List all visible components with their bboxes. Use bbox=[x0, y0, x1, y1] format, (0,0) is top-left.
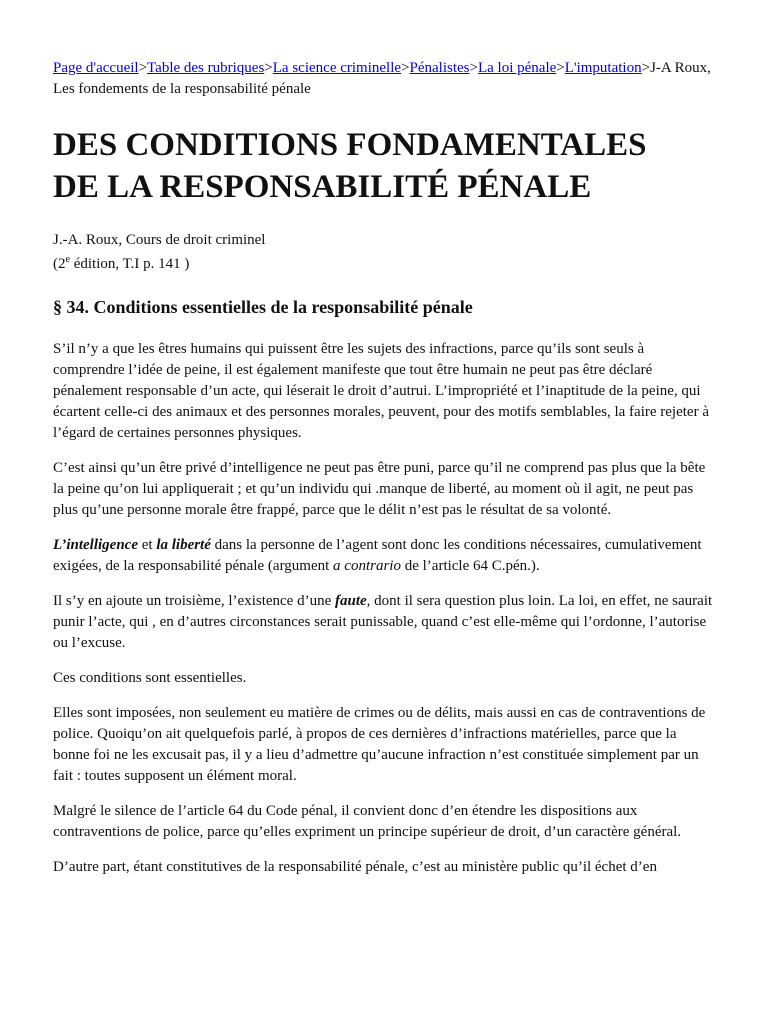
breadcrumb-link-loi-penale[interactable]: La loi pénale bbox=[477, 60, 557, 76]
breadcrumb-current: J-A Roux, Les fondements de la responsabilité pénale bbox=[53, 60, 711, 97]
breadcrumb-link-science-criminelle[interactable]: La science criminelle bbox=[272, 60, 402, 76]
paragraph-3-text-3: de l’article 64 C.pén.). bbox=[400, 558, 540, 574]
breadcrumb-separator: > bbox=[264, 60, 273, 76]
source-edition-open: (2 bbox=[53, 256, 66, 272]
paragraph-7: Malgré le silence de l’article 64 du Code pénal, il convient donc d’en étendre les dispositions aux contraventions de police, parce qu’elles expriment un principe supérieur de droit, d’un caractère général. bbox=[53, 803, 682, 840]
paragraph-6: Elles sont imposées, non seulement eu matière de crimes ou de délits, mais aussi en cas de contraventions de police. Quoiqu’on ait quelquefois parlé, à propos de ces dernières d’infractions matérielles, parce que la bonne foi ne les excusait pas, il y a lieu d’admettre qu’aucune infraction n’est constituée simplement par un fait : toutes supposent un élément moral. bbox=[53, 705, 706, 784]
paragraph-3-text-2: dans la personne de l’agent sont donc les conditions nécessaires, cumulativement exigées, de la responsabilité pénale (argument bbox=[53, 537, 702, 574]
source-author-work: J.-A. Roux, Cours de droit criminel bbox=[53, 232, 266, 248]
breadcrumb-link-imputation[interactable]: L'imputation bbox=[564, 60, 642, 76]
italic-a-contrario: a contrario bbox=[333, 558, 401, 574]
source-edition bbox=[53, 252, 716, 276]
breadcrumb-link-penalistes[interactable]: Pénalistes bbox=[409, 60, 470, 76]
paragraph-8: D’autre part, étant constitutives de la responsabilité pénale, c’est au ministère public qu’il échet d’en bbox=[53, 859, 657, 875]
source-citation bbox=[53, 228, 716, 276]
breadcrumb-separator: > bbox=[469, 60, 478, 76]
paragraph-4-text-2: , dont il sera question plus loin. La loi, en effet, ne saurait punir l’acte, qui , en d’autres circonstances serait punissable, quand c’est elle-même qui l’ordonne, l’autorise ou l’excuse. bbox=[53, 593, 713, 651]
paragraph-4 bbox=[53, 591, 716, 654]
emphasis-faute: faute bbox=[335, 593, 367, 609]
source-edition-rest: édition, T.I p. 141 ) bbox=[69, 256, 190, 272]
emphasis-intelligence: L’intelligence bbox=[53, 537, 138, 553]
breadcrumb-separator: > bbox=[556, 60, 565, 76]
paragraph-1: S’il n’y a que les êtres humains qui puissent être les sujets des infractions, parce qu’ils sont seuls à comprendre l’idée de peine, il est également manifeste que tout être humain ne peut pas être déclaré pénalement responsable d’un acte, qui léserait le droit d’autrui. L’impropriété et l’inaptitude de la peine, qui écartent celle-ci des animaux et des personnes morales, peuvent, pour des motifs semblables, la faire rejeter à l’égard de certaines personnes physiques. bbox=[53, 341, 709, 441]
page-title-line-2: DE LA RESPONSABILITÉ PÉNALE bbox=[53, 169, 592, 205]
section-heading: § 34. Conditions essentielles de la responsabilité pénale bbox=[53, 297, 473, 317]
paragraph-2: C’est ainsi qu’un être privé d’intelligence ne peut pas être puni, parce qu’il ne comprend pas plus que la bête la peine qu’on lui appliquerait ; et qu’un individu qui .manque de liberté, au moment où il agit, ne peut pas plus qu’une personne morale être frappé, parce que le délit n’est pas le résultat de sa volonté. bbox=[53, 460, 706, 518]
page-title-line-1: DES CONDITIONS FONDAMENTALES bbox=[53, 127, 647, 163]
breadcrumb-link-table-des-rubriques[interactable]: Table des rubriques bbox=[147, 60, 265, 76]
paragraph-3 bbox=[53, 535, 716, 577]
breadcrumb-separator: > bbox=[401, 60, 410, 76]
page-title bbox=[53, 124, 716, 208]
emphasis-liberte: la liberté bbox=[156, 537, 211, 553]
source-edition-sup: e bbox=[65, 254, 70, 265]
paragraph-3-text-1: et bbox=[137, 537, 157, 553]
paragraph-5: Ces conditions sont essentielles. bbox=[53, 670, 247, 686]
breadcrumb-separator: > bbox=[138, 60, 148, 76]
breadcrumb-link-home[interactable]: Page d'accueil bbox=[53, 60, 139, 76]
paragraph-4-text-1: Il s’y en ajoute un troisième, l’existence d’une bbox=[53, 593, 335, 609]
breadcrumb bbox=[53, 58, 716, 100]
breadcrumb-separator: > bbox=[641, 60, 651, 76]
